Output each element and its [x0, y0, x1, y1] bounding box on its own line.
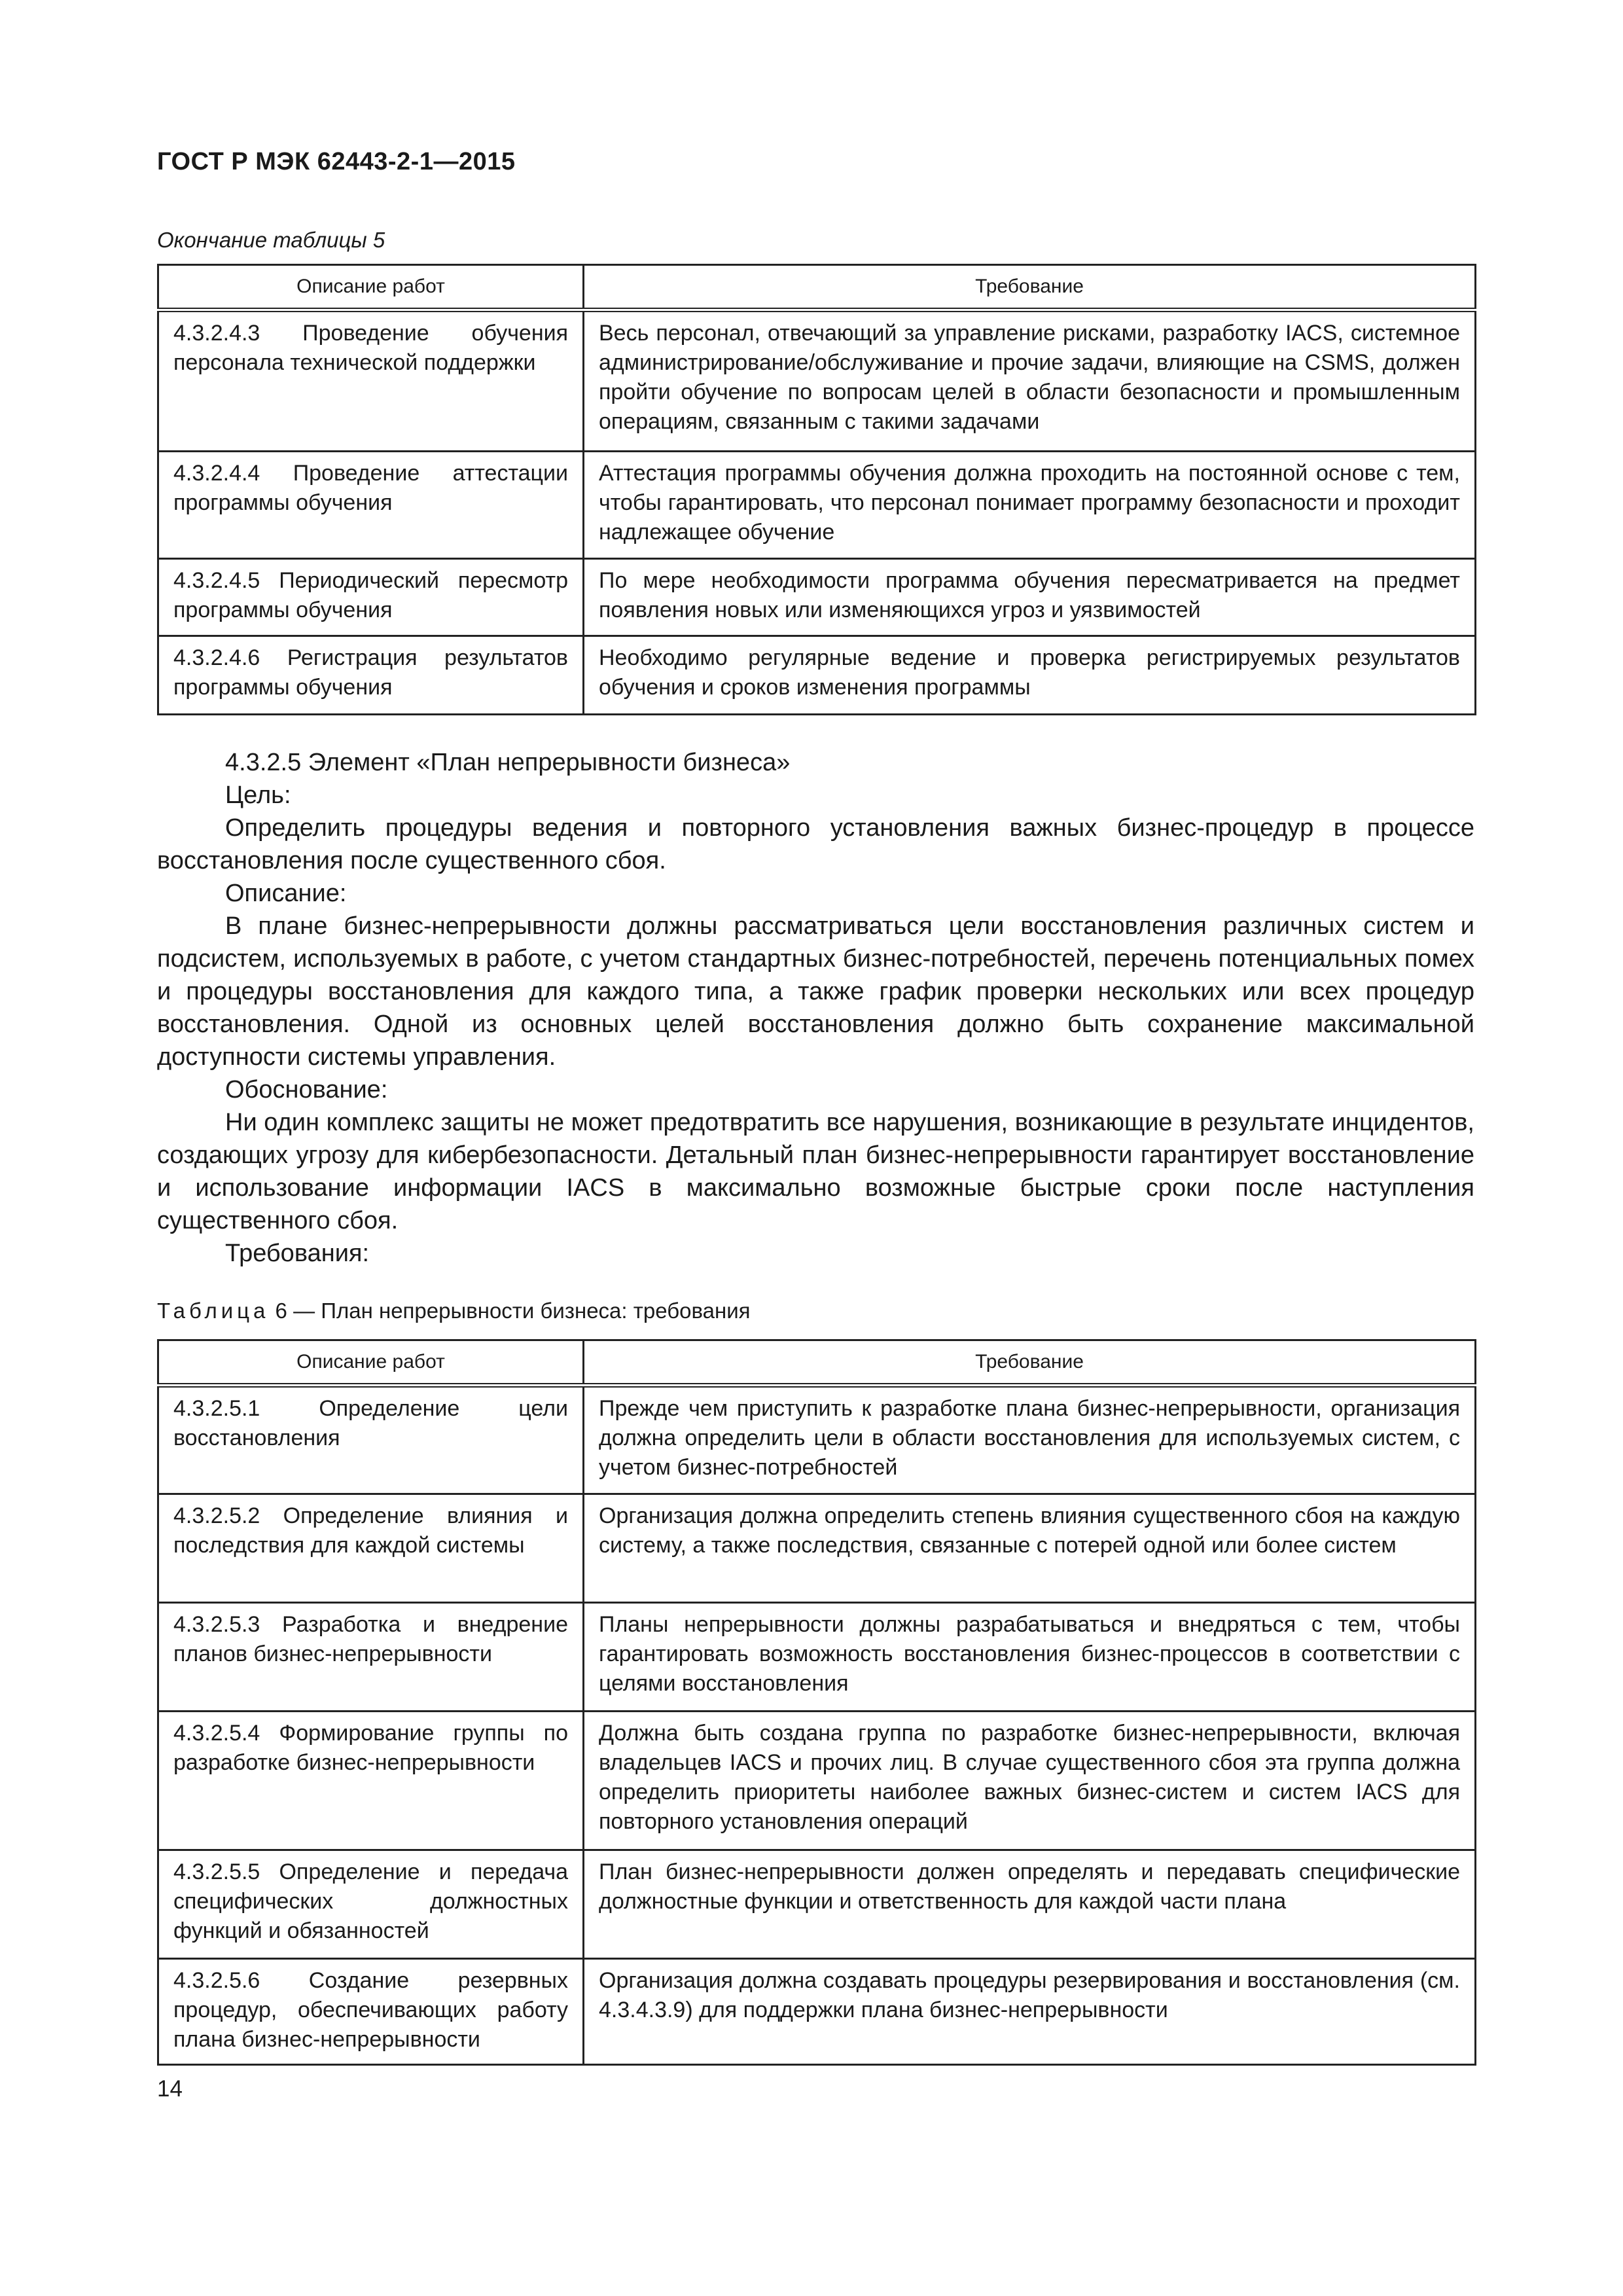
requirements-label: Требования: — [225, 1240, 370, 1267]
cell-work: 4.3.2.4.3 Проведение обучения персонала технической поддержки — [158, 310, 584, 452]
section-heading: 4.3.2.5 Элемент «План непрерывности бизнеса» — [225, 749, 791, 776]
cell-work: 4.3.2.4.5 Периодический пересмотр программы обучения — [158, 559, 584, 636]
cell-requirement: Организация должна создавать процедуры резервирования и восстановления (см. 4.3.4.3.9) для поддержки плана бизнес-непрерывности — [584, 1959, 1476, 2065]
table-row — [158, 559, 1476, 636]
table-row — [158, 1386, 1476, 1494]
table6-caption-prefix: Таблица — [157, 1299, 270, 1323]
rationale-label: Обоснование: — [225, 1076, 388, 1103]
cell-requirement: Необходимо регулярные ведение и проверка регистрируемых результатов обучения и сроков изменения программы — [584, 636, 1476, 715]
cell-work: 4.3.2.4.6 Регистрация результатов программы обучения — [158, 636, 584, 715]
cell-work: 4.3.2.5.3 Разработка и внедрение планов бизнес-непрерывности — [158, 1603, 584, 1712]
cell-requirement: Организация должна определить степень влияния существенного сбоя на каждую систему, а также последствия, связанные с потерей одной или более систем — [584, 1494, 1476, 1603]
section-body — [157, 746, 1474, 1270]
page-number: 14 — [157, 2076, 183, 2102]
table-row — [158, 1850, 1476, 1959]
table-row — [158, 1494, 1476, 1603]
table-row — [158, 310, 1476, 452]
table6 — [157, 1339, 1476, 2066]
table-header-row — [158, 1340, 1476, 1386]
cell-requirement: Прежде чем приступить к разработке плана бизнес-непрерывности, организация должна определить цели в области восстановления для используемых систем, с учетом бизнес-потребностей — [584, 1386, 1476, 1494]
table-row — [158, 1603, 1476, 1712]
cell-requirement: Весь персонал, отвечающий за управление рисками, разработку IACS, системное администрирование/обслуживание и прочие задачи, влияющие на CSMS, должен пройти обучение по вопросам целей в области безопасности и промышленным операциям, связанным с такими задачами — [584, 310, 1476, 452]
column-header-work: Описание работ — [158, 265, 584, 310]
goal-text: Определить процедуры ведения и повторного установления важных бизнес-процедур в процессе восстановления после существенного сбоя. — [157, 814, 1474, 874]
table6-caption — [157, 1299, 751, 1323]
cell-work: 4.3.2.5.4 Формирование группы по разработке бизнес-непрерывности — [158, 1712, 584, 1850]
goal-label: Цель: — [225, 781, 291, 809]
cell-requirement: Аттестация программы обучения должна проходить на постоянной основе с тем, чтобы гарантировать, что персонал понимает программу безопасности и проходит надлежащее обучение — [584, 452, 1476, 559]
table-row — [158, 452, 1476, 559]
table6-caption-text: 6 — План непрерывности бизнеса: требования — [269, 1299, 751, 1323]
description-label: Описание: — [225, 880, 347, 907]
cell-requirement: Планы непрерывности должны разрабатываться и внедряться с тем, чтобы гарантировать возможность восстановления бизнес-процессов в соответствии с целями восстановления — [584, 1603, 1476, 1712]
table5-continuation-caption: Окончание таблицы 5 — [157, 228, 385, 252]
document-header-title: ГОСТ Р МЭК 62443-2-1—2015 — [157, 148, 516, 175]
table-header-row — [158, 265, 1476, 310]
cell-requirement: Должна быть создана группа по разработке бизнес-непрерывности, включая владельцев IACS и прочих лиц. В случае существенного сбоя эта группа должна определить приоритеты наиболее важных бизнес-систем и систем IACS для повторного установления операций — [584, 1712, 1476, 1850]
table-row — [158, 1959, 1476, 2065]
cell-work: 4.3.2.5.2 Определение влияния и последствия для каждой системы — [158, 1494, 584, 1603]
cell-work: 4.3.2.5.6 Создание резервных процедур, обеспечивающих работу плана бизнес-непрерывности — [158, 1959, 584, 2065]
column-header-requirement: Требование — [584, 1340, 1476, 1386]
column-header-requirement: Требование — [584, 265, 1476, 310]
rationale-text: Ни один комплекс защиты не может предотвратить все нарушения, возникающие в результате инцидентов, создающих угрозу для кибербезопасности. Детальный план бизнес-непрерывности гарантирует восстановление и использование информации IACS в максимально возможные быстрые сроки после наступления существенного сбоя. — [157, 1109, 1474, 1234]
cell-work: 4.3.2.4.4 Проведение аттестации программы обучения — [158, 452, 584, 559]
column-header-work: Описание работ — [158, 1340, 584, 1386]
description-text: В плане бизнес-непрерывности должны рассматриваться цели восстановления различных систем и подсистем, используемых в работе, с учетом стандартных бизнес-потребностей, перечень потенциальных помех и процедуры восстановления для каждого типа, а также график проверки нескольких или всех процедур восстановления. Одной из основных целей восстановления должно быть сохранение максимальной доступности системы управления. — [157, 912, 1474, 1071]
table-row — [158, 636, 1476, 715]
table5 — [157, 264, 1476, 715]
cell-requirement: План бизнес-непрерывности должен определять и передавать специфические должностные функции и ответственность для каждой части плана — [584, 1850, 1476, 1959]
cell-work: 4.3.2.5.1 Определение цели восстановления — [158, 1386, 584, 1494]
cell-requirement: По мере необходимости программа обучения пересматривается на предмет появления новых или изменяющихся угроз и уязвимостей — [584, 559, 1476, 636]
table-row — [158, 1712, 1476, 1850]
cell-work: 4.3.2.5.5 Определение и передача специфических должностных функций и обязанностей — [158, 1850, 584, 1959]
